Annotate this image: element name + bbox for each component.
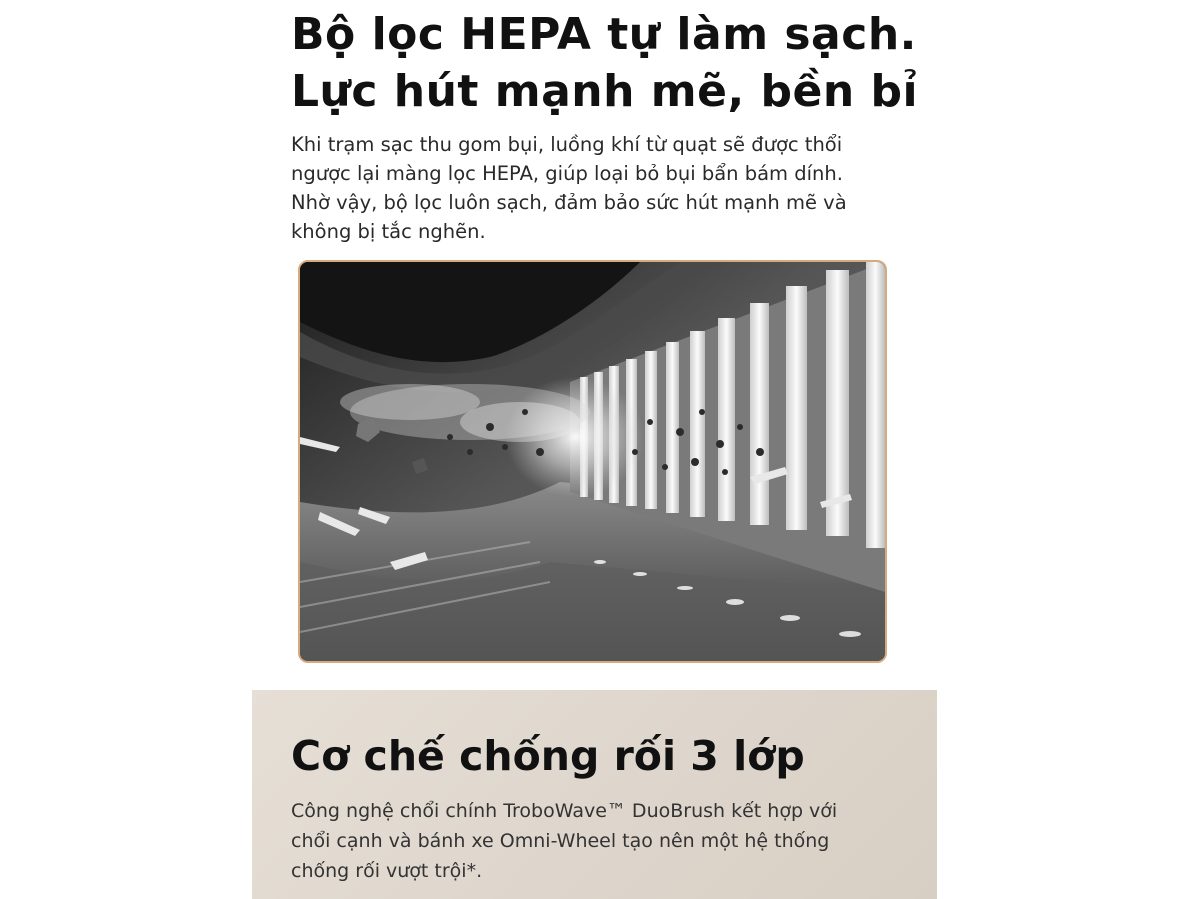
section-title: Cơ chế chống rối 3 lớp — [291, 732, 805, 780]
section-description — [291, 796, 911, 886]
description-line: ngược lại màng lọc HEPA, giúp loại bỏ bụi bẩn bám dính. — [291, 162, 843, 185]
section-description-line: Công nghệ chổi chính TroboWave™ DuoBrush kết hợp với — [291, 800, 838, 822]
hepa-filter-illustration — [298, 260, 887, 663]
description-line: Khi trạm sạc thu gom bụi, luồng khí từ quạt sẽ được thổi — [291, 133, 843, 156]
description-line: Nhờ vậy, bộ lọc luôn sạch, đảm bảo sức hút mạnh mẽ và — [291, 191, 847, 214]
anti-tangle-section — [252, 690, 937, 899]
headline-line-2: Lực hút mạnh mẽ, bền bỉ — [291, 66, 919, 117]
description-line: không bị tắc nghẽn. — [291, 220, 486, 243]
airflow-filter-render — [300, 262, 885, 661]
filter-description — [291, 130, 891, 246]
headline — [291, 6, 991, 120]
headline-line-1: Bộ lọc HEPA tự làm sạch. — [291, 9, 917, 60]
section-description-line: chống rối vượt trội*. — [291, 860, 483, 882]
section-description-line: chổi cạnh và bánh xe Omni-Wheel tạo nên một hệ thống — [291, 830, 830, 852]
